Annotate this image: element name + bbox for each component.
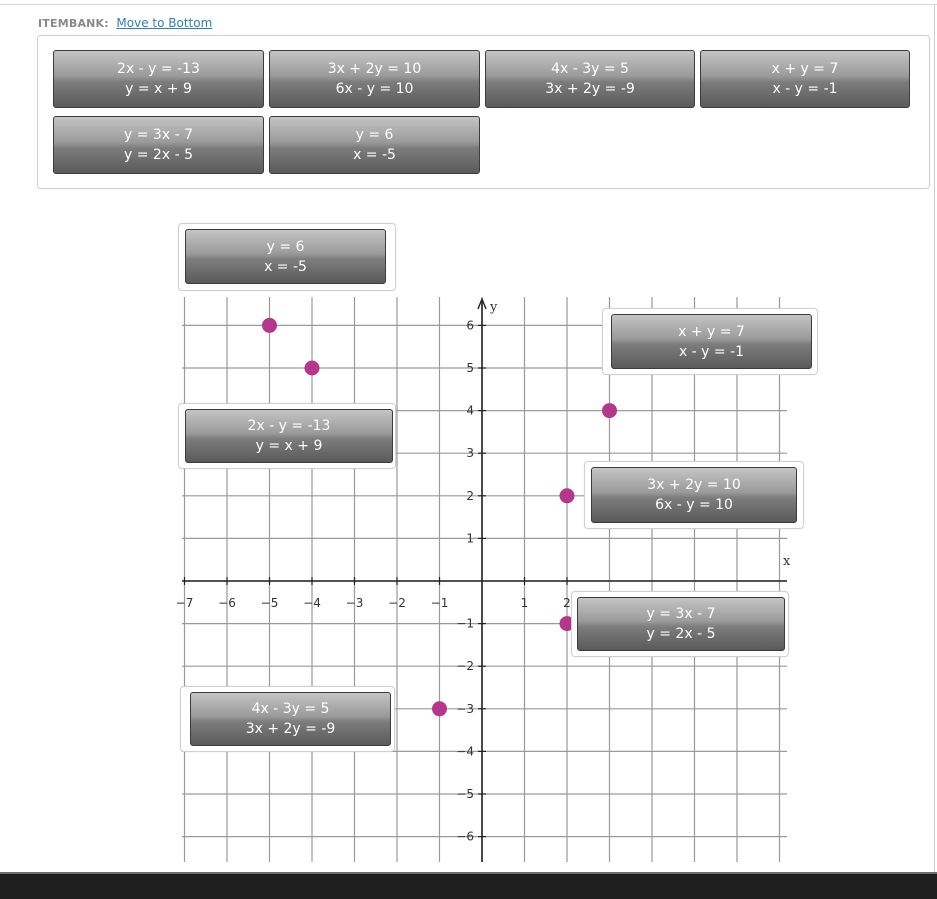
tile-equation-1: 4x - 3y = 5 [251, 701, 330, 717]
plotted-point [560, 488, 575, 503]
plotted-point [432, 701, 447, 716]
dropped-tile-y-3x-7[interactable] [577, 597, 785, 651]
x-tick-label: −4 [303, 596, 321, 610]
tile-equation-2: y = x + 9 [125, 81, 192, 97]
x-tick-label: −3 [345, 596, 364, 610]
tile-equation-1: y = 6 [355, 127, 394, 143]
tile-equation-2: x = -5 [264, 258, 307, 275]
itembank-label: ITEMBANK: [38, 17, 109, 30]
dropped-tile-x-plus-y-7[interactable] [611, 314, 812, 369]
y-tick-label: −1 [456, 616, 474, 631]
tile-equation-2: 3x + 2y = -9 [545, 81, 635, 97]
y-tick-label: −4 [456, 744, 474, 759]
tile-equation-2: y = x + 9 [255, 438, 323, 454]
tile-equation-1: y = 3x - 7 [646, 606, 716, 622]
y-tick-label: 5 [466, 361, 474, 375]
axes [182, 299, 791, 862]
tile-equation-2: x - y = -1 [678, 343, 745, 360]
tile-equation-2: 6x - y = 10 [655, 497, 733, 513]
plotted-point [602, 403, 617, 418]
x-axis-label: x [783, 554, 791, 569]
bottom-bar [0, 872, 937, 899]
plotted-point [262, 318, 277, 333]
tile-equation-1: x + y = 7 [771, 61, 839, 77]
tile-equation-2: 6x - y = 10 [335, 81, 414, 97]
y-tick-label: 1 [466, 531, 474, 546]
y-tick-label: 2 [466, 488, 474, 503]
tile-equation-2: y = 2x - 5 [124, 147, 193, 163]
y-tick-label: −3 [456, 701, 474, 716]
tile-equation-2: x = -5 [353, 147, 396, 163]
x-tick-label: −7 [175, 596, 194, 610]
x-tick-label: 1 [520, 596, 529, 610]
dropped-tile-3x-plus-2y[interactable] [591, 467, 797, 523]
y-tick-label: 6 [466, 318, 474, 333]
bottom-divider [0, 872, 937, 874]
tile-equation-1: y = 3x - 7 [124, 127, 193, 143]
grid-lines [182, 297, 787, 862]
y-tick-label: −5 [456, 787, 474, 801]
x-tick-label: −6 [218, 596, 236, 610]
dropped-tile-4x-minus-3y[interactable] [190, 692, 391, 746]
x-tick-label: −2 [388, 596, 406, 610]
tile-equation-1: 2x - y = -13 [117, 61, 200, 77]
tile-equation-1: x + y = 7 [678, 323, 745, 340]
tile-equation-1: 3x + 2y = 10 [647, 477, 741, 493]
dropped-tile-2x-minus-y[interactable] [185, 409, 393, 463]
y-axis-label: y [490, 300, 498, 315]
x-tick-label: −5 [260, 596, 279, 610]
tile-equation-1: y = 6 [266, 238, 305, 255]
y-tick-label: −2 [456, 659, 474, 674]
dropped-tile-y6-x-5[interactable] [185, 229, 386, 284]
tile-equation-2: y = 2x - 5 [646, 626, 716, 642]
move-to-bottom-link[interactable]: Move to Bottom [116, 16, 213, 30]
tile-equation-2: x - y = -1 [772, 81, 838, 97]
tile-equation-2: 3x + 2y = -9 [245, 721, 336, 737]
y-tick-label: 3 [466, 446, 474, 461]
x-tick-label: 2 [563, 596, 571, 610]
tile-equation-1: 3x + 2y = 10 [327, 61, 422, 77]
plotted-point [305, 361, 320, 376]
y-tick-label: 4 [466, 403, 474, 418]
tile-equation-1: 2x - y = -13 [247, 418, 331, 434]
x-tick-label: −1 [430, 596, 449, 610]
tile-equation-1: 4x - 3y = 5 [551, 61, 629, 77]
y-tick-label: −6 [456, 829, 474, 844]
